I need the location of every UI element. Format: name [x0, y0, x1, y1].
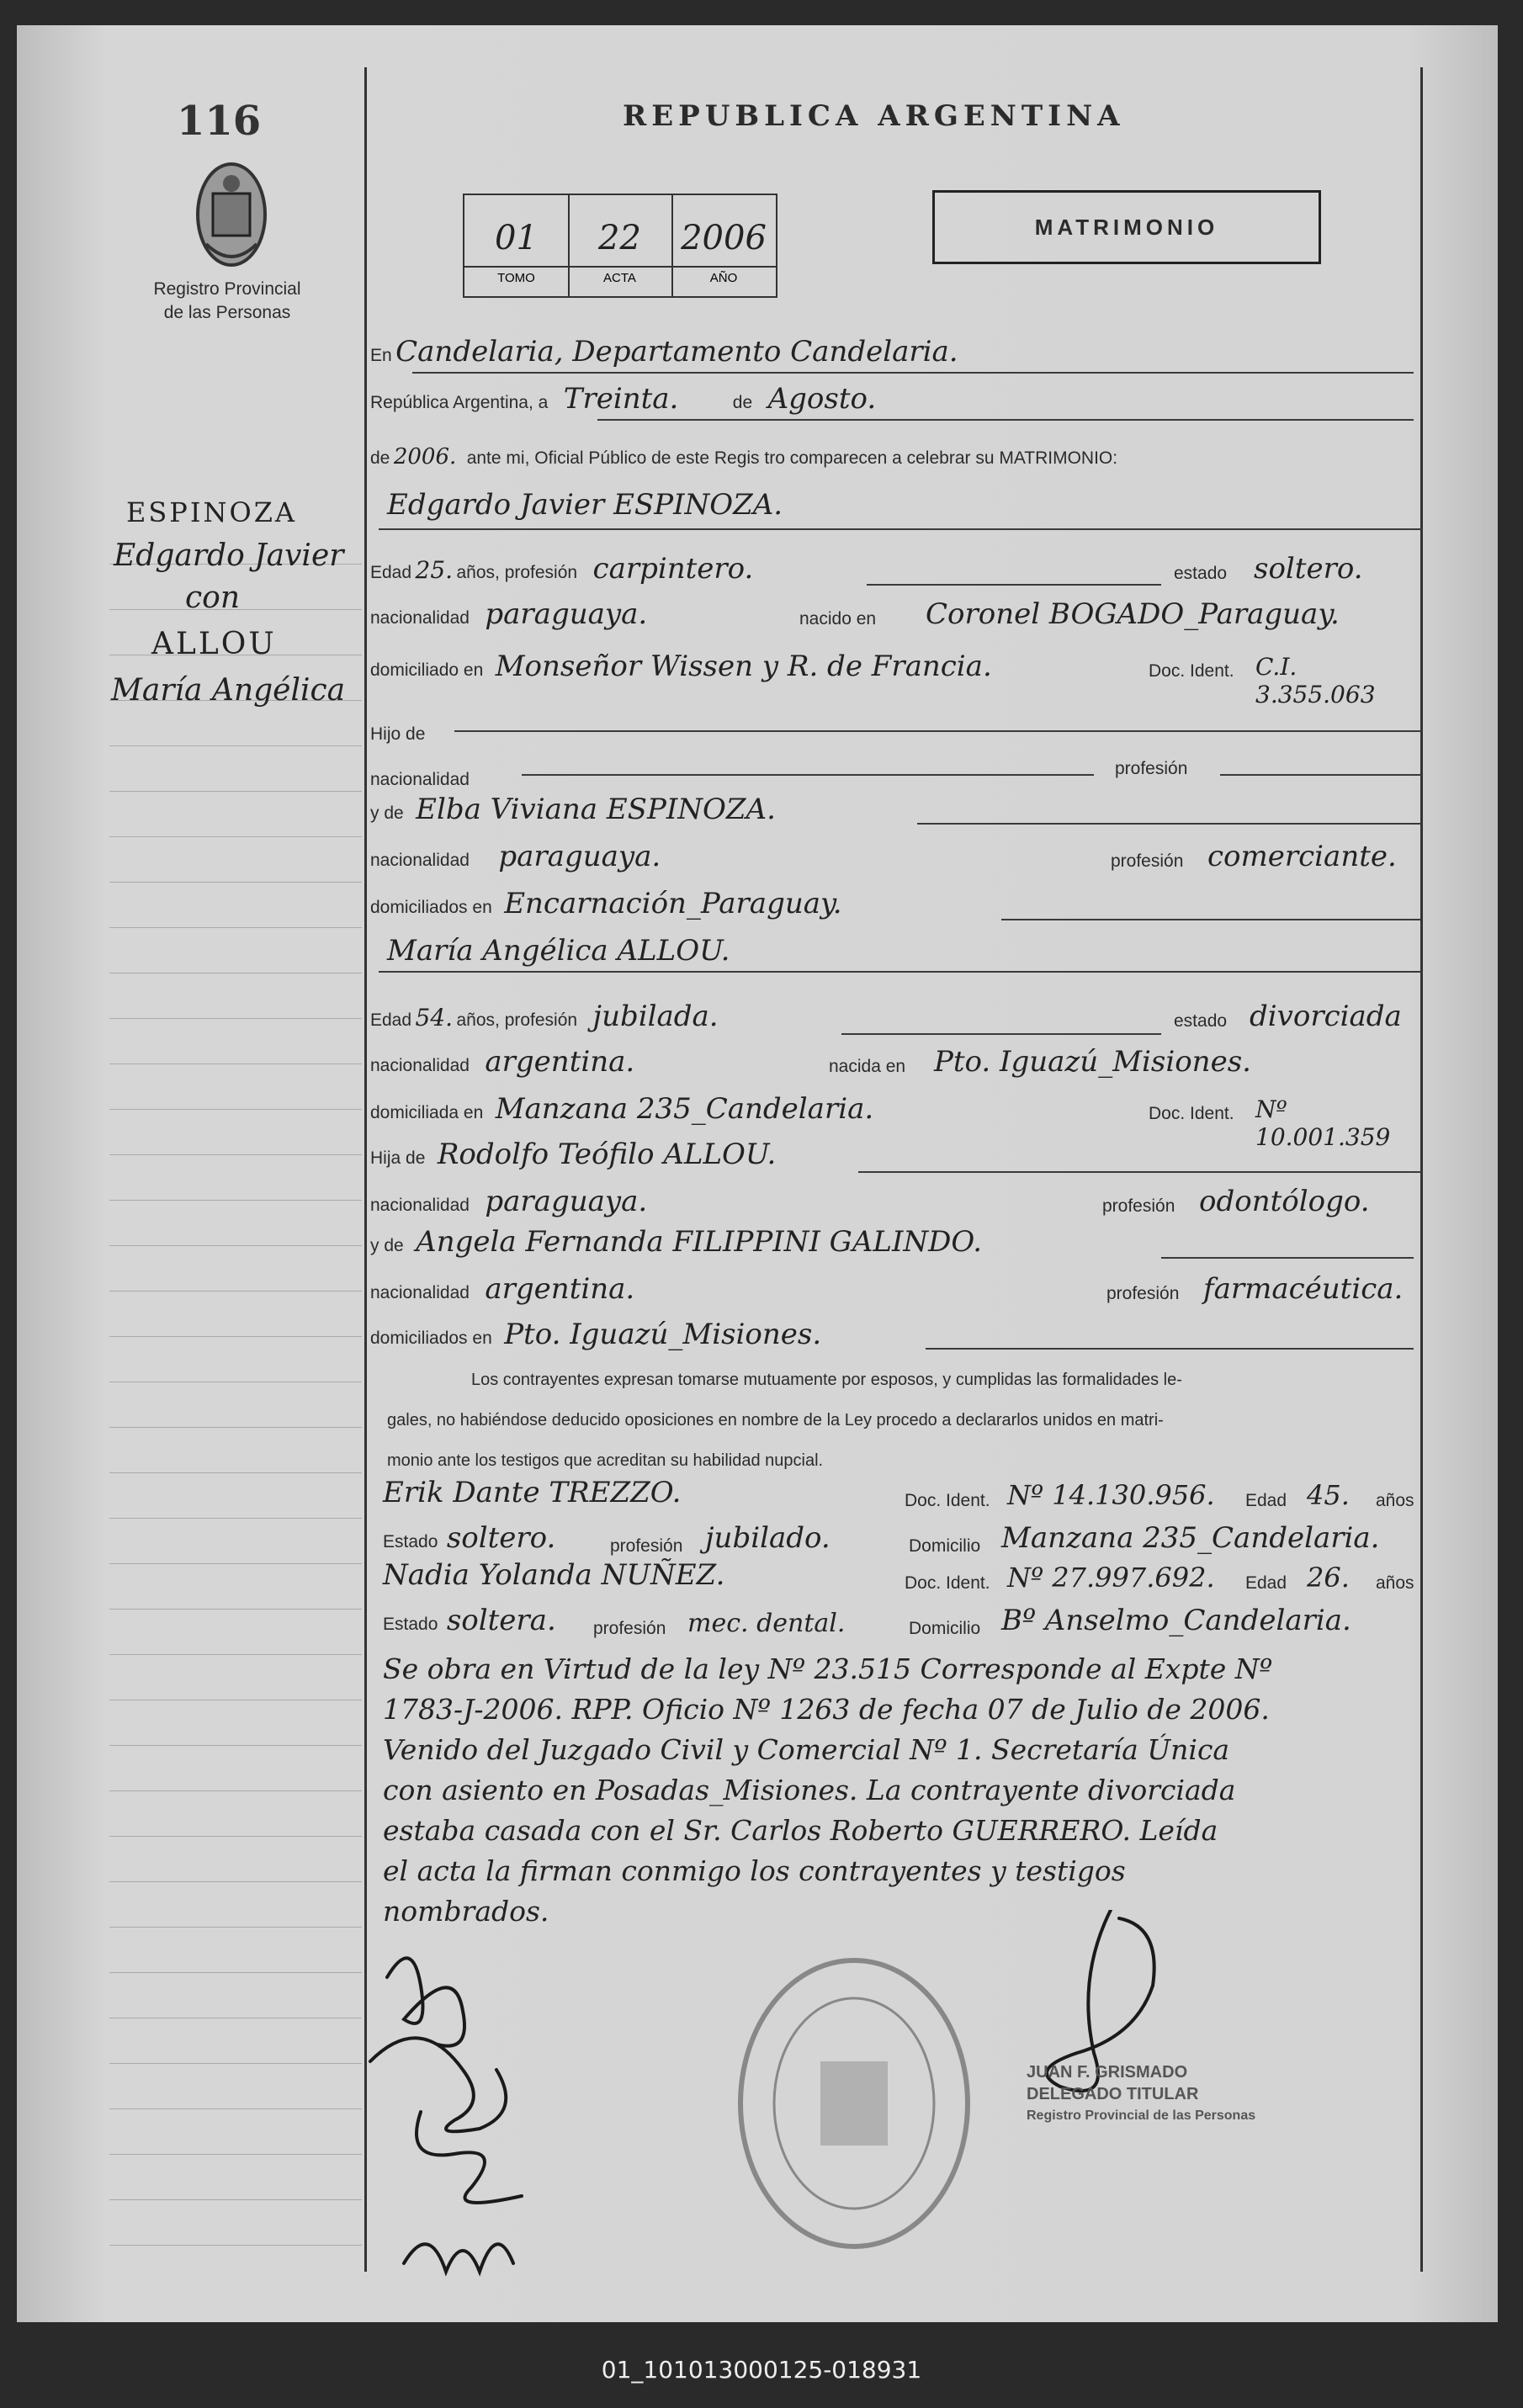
witness1-address: Manzana 235_Candelaria.: [1001, 1521, 1380, 1555]
groom-mother: Elba Viviana ESPINOZA.: [416, 793, 776, 826]
witness2-anios-label: años: [1376, 1573, 1414, 1593]
bride-mother-nac-label: nacionalidad: [370, 1283, 470, 1302]
groom-line-dom: [370, 650, 1422, 708]
witness1-doc-label: Doc. Ident.: [905, 1491, 990, 1510]
margin-ruled-line: [109, 1836, 362, 1837]
coat-of-arms-icon: [189, 151, 273, 278]
rule: [926, 1348, 1414, 1350]
witness2-status: soltera.: [446, 1604, 556, 1637]
margin-ruled-line: [109, 1154, 362, 1155]
margin-ruled-line: [109, 927, 362, 928]
margin-ruled-line: [109, 791, 362, 792]
margin-ruled-line: [109, 1336, 362, 1337]
groom-mother-nationality: paraguaya.: [498, 840, 661, 873]
declaration-text: ante mi, Oficial Público de este Regis tro comparecen a celebrar su MATRIMONIO:: [466, 448, 1118, 468]
bride-line-mother: [370, 1225, 982, 1259]
signature-bride: [370, 2038, 506, 2131]
witness2-profession: mec. dental.: [687, 1609, 846, 1638]
witness1-anios-label: años: [1376, 1491, 1414, 1510]
margin-ruled-line: [109, 1654, 362, 1655]
rule: [522, 774, 1094, 776]
bride-doc-label: Doc. Ident.: [1149, 1104, 1234, 1123]
bride-mother-nationality: argentina.: [485, 1272, 635, 1306]
witness1-status: soltero.: [446, 1521, 556, 1555]
intro-line-3: [370, 444, 1117, 469]
anio-cell: [671, 195, 776, 296]
margin-surname-groom: ESPINOZA: [126, 496, 298, 528]
witness1-profession: jubilado.: [705, 1521, 830, 1555]
groom-age: 25.: [415, 556, 454, 584]
groom-father-prof-label: profesión: [1115, 759, 1188, 778]
statement: [387, 1360, 1422, 1481]
official-office: Registro Provincial de las Personas: [1027, 2108, 1256, 2123]
witness1-edad-label: Edad: [1245, 1491, 1287, 1510]
witness1-prof-label: profesión: [610, 1536, 683, 1556]
rule: [379, 528, 1422, 530]
rule: [379, 971, 1422, 973]
en-label: En: [370, 346, 392, 365]
margin-con: con: [185, 581, 241, 615]
bride-father-nationality: paraguaya.: [485, 1185, 648, 1218]
bride-mother-prof-label: profesión: [1106, 1284, 1180, 1303]
groom-line-father-nat: [370, 759, 1422, 793]
groom-mother-nac-label: nacionalidad: [370, 851, 470, 870]
bride-yde-label: y de: [370, 1236, 404, 1255]
groom-dom-label: domiciliado en: [370, 660, 484, 680]
rule: [412, 372, 1414, 374]
bride-age: 54.: [415, 1004, 454, 1032]
de-label: de: [732, 393, 753, 412]
rule: [917, 823, 1422, 825]
bride-edad-label: Edad: [370, 1010, 412, 1030]
handwritten-notes: [383, 1649, 1426, 1932]
groom-line-age: [370, 552, 1422, 586]
note-line: estaba casada con el Sr. Carlos Roberto GUERRERO. Leída: [383, 1814, 1218, 1847]
intro-line-2: [370, 382, 876, 416]
groom-mother-prof-label: profesión: [1111, 851, 1184, 871]
bride-estado-label: estado: [1174, 1011, 1228, 1031]
margin-ruled-line: [109, 1472, 362, 1473]
groom-anios-prof-label: años, profesión: [456, 563, 578, 582]
groom-document: C.I. 3.355.063: [1255, 653, 1376, 708]
margin-ruled-line: [109, 1790, 362, 1791]
bride-nacida-label: nacida en: [829, 1057, 906, 1076]
margin-ruled-line: [109, 1563, 362, 1564]
bride-line-father: [370, 1138, 776, 1171]
margin-surname-bride: ALLOU: [151, 627, 277, 661]
rule: [454, 730, 1422, 732]
bride-dom-label: domiciliada en: [370, 1103, 484, 1122]
bride-father-profession: odontólogo.: [1199, 1185, 1370, 1218]
margin-ruled-line: [109, 2245, 362, 2246]
groom-nac-label: nacionalidad: [370, 608, 470, 628]
bride-line-mother-nat: [370, 1272, 1422, 1306]
margin-ruled-line: [109, 1291, 362, 1292]
tomo-cell: [464, 195, 570, 296]
rule: [1220, 774, 1422, 776]
witness1-line-1: [383, 1476, 1422, 1509]
registry-name: Registro Provincial de las Personas: [153, 279, 301, 322]
margin-name-bride: María Angélica: [111, 673, 346, 708]
bride-hija-label: Hija de: [370, 1148, 426, 1168]
acta-value: 22: [598, 219, 641, 257]
margin-ruled-line: [109, 1427, 362, 1428]
rule: [867, 584, 1161, 586]
groom-mother-profession: comerciante.: [1207, 840, 1397, 873]
margin-ruled-line: [109, 1109, 362, 1110]
bride-birthplace: Pto. Iguazú_Misiones.: [934, 1045, 1251, 1079]
witness2-doc-label: Doc. Ident.: [905, 1573, 990, 1593]
note-line: Venido del Juzgado Civil y Comercial Nº 1. Secretaría Única: [383, 1733, 1230, 1766]
margin-ruled-line: [109, 1518, 362, 1519]
statement-line: Los contrayentes expresan tomarse mutuamente por esposos, y cumplidas las formalidades le-: [471, 1371, 1182, 1389]
margin-ruled-line: [109, 2154, 362, 2155]
witness2-address: Bº Anselmo_Candelaria.: [1001, 1604, 1351, 1637]
bride-status: divorciada: [1250, 1000, 1402, 1033]
rule: [841, 1033, 1161, 1035]
bride-profession: jubilada.: [592, 1000, 719, 1033]
official-name: JUAN F. GRISMADO: [1027, 2063, 1188, 2082]
country-title: REPUBLICA ARGENTINA: [623, 99, 1125, 133]
bride-father-nac-label: nacionalidad: [370, 1196, 470, 1215]
groom-edad-label: Edad: [370, 563, 412, 582]
groom-nationality: paraguaya.: [485, 597, 648, 631]
note-line: Se obra en Virtud de la ley Nº 23.515 Corresponde al Expte Nº: [383, 1652, 1273, 1685]
official-seal-stamp: [732, 1952, 976, 2255]
note-line: con asiento en Posadas_Misiones. La contrayente divorciada: [383, 1774, 1236, 1806]
note-line: el acta la firman conmigo los contrayentes y testigos: [383, 1854, 1126, 1887]
acta-cell: [568, 195, 673, 296]
rule: [1161, 1257, 1414, 1259]
bride-parents-address: Pto. Iguazú_Misiones.: [504, 1318, 822, 1351]
statement-line: monio ante los testigos que acreditan su habilidad nupcial.: [387, 1451, 824, 1470]
witness2-age: 26.: [1307, 1562, 1350, 1594]
groom-estado-label: estado: [1174, 564, 1228, 583]
margin-ruled-line: [109, 2108, 362, 2109]
groom-name: Edgardo Javier ESPINOZA.: [387, 488, 783, 522]
witness1-line-2: [383, 1521, 1422, 1555]
witness1-estado-label: Estado: [383, 1532, 438, 1551]
groom-line-father: [370, 713, 425, 747]
bride-nac-label: nacionalidad: [370, 1056, 470, 1075]
tomo-value: 01: [495, 219, 538, 257]
register-page: [17, 25, 1498, 2322]
margin-ruled-line: [109, 1745, 362, 1746]
groom-parents-address: Encarnación_Paraguay.: [504, 887, 842, 920]
bride-line-dom: [370, 1092, 1422, 1151]
groom-father-nac-label: nacionalidad: [370, 770, 470, 789]
intro-line-1: [370, 335, 958, 369]
bride-name: María Angélica ALLOU.: [387, 934, 730, 968]
margin-name-groom: Edgardo Javier: [114, 538, 344, 573]
tomo-caption: TOMO: [464, 266, 568, 285]
year-value: 2006.: [393, 444, 457, 469]
witness1-age: 45.: [1307, 1479, 1350, 1511]
margin-ruled-line: [109, 1200, 362, 1201]
margin-ruled-line: [109, 1063, 362, 1064]
signature-groom: [387, 1958, 464, 2045]
place-value: Candelaria, Departamento Candelaria.: [395, 335, 958, 369]
witness2-name: Nadia Yolanda NUÑEZ.: [383, 1558, 725, 1592]
margin-ruled-line: [109, 1972, 362, 1973]
margin-ruled-line: [109, 1245, 362, 1246]
record-number-box: [463, 194, 777, 298]
rule: [858, 1171, 1422, 1173]
bride-nationality: argentina.: [485, 1045, 635, 1079]
book-number: 116: [177, 98, 262, 145]
groom-nacido-label: nacido en: [799, 609, 877, 629]
month-value: Agosto.: [767, 382, 877, 416]
margin-ruled-line: [109, 1881, 362, 1882]
groom-line-parents-dom: [370, 887, 842, 920]
witness2-document: Nº 27.997.692.: [1007, 1562, 1215, 1594]
witness2-line-2: [383, 1604, 1422, 1637]
margin-ruled-line: [109, 1927, 362, 1928]
signature-witness2: [404, 2244, 513, 2272]
groom-doc-label: Doc. Ident.: [1149, 661, 1234, 681]
bride-line-nat: [370, 1045, 1422, 1079]
bride-father: Rodolfo Teófilo ALLOU.: [437, 1138, 777, 1171]
witness1-name: Erik Dante TREZZO.: [383, 1476, 682, 1509]
groom-line-mother-nat: [370, 840, 1422, 873]
acta-caption: ACTA: [568, 266, 671, 285]
bride-anios-prof-label: años, profesión: [456, 1010, 578, 1030]
groom-profession: carpintero.: [592, 552, 754, 586]
witness1-document: Nº 14.130.956.: [1007, 1479, 1215, 1511]
margin-ruled-line: [109, 882, 362, 883]
witness2-line-1: [383, 1558, 1422, 1592]
rule: [597, 419, 1414, 421]
bride-document: Nº 10.001.359: [1255, 1095, 1391, 1151]
note-line: 1783-J-2006. RPP. Oficio Nº 1263 de fecha 07 de Julio de 2006.: [383, 1693, 1270, 1726]
margin-ruled-line: [109, 836, 362, 837]
witness2-prof-label: profesión: [593, 1619, 666, 1638]
signature-witness1: [417, 2112, 522, 2203]
groom-address: Monseñor Wissen y R. de Francia.: [495, 650, 992, 683]
groom-parents-dom-label: domiciliados en: [370, 898, 492, 917]
bride-address: Manzana 235_Candelaria.: [495, 1092, 874, 1126]
groom-hijo-label: Hijo de: [370, 724, 426, 744]
groom-status: soltero.: [1254, 552, 1363, 586]
note-line: nombrados.: [383, 1895, 549, 1928]
witness2-estado-label: Estado: [383, 1615, 438, 1634]
anio-caption: AÑO: [671, 266, 776, 285]
bride-line-age: [370, 1000, 1422, 1033]
witness2-edad-label: Edad: [1245, 1573, 1287, 1593]
margin-ruled-line: [109, 1018, 362, 1019]
anio-value: 2006: [681, 219, 767, 257]
margin-ruled-line: [109, 745, 362, 746]
margin-ruled-line: [109, 2063, 362, 2064]
bride-mother-profession: farmacéutica.: [1203, 1272, 1404, 1306]
republic-label: República Argentina, a: [370, 393, 549, 412]
groom-yde-label: y de: [370, 804, 404, 823]
margin-ruled-line: [109, 2199, 362, 2200]
witness2-dom-label: Domicilio: [909, 1619, 981, 1638]
groom-line-nat: [370, 597, 1422, 631]
official-title: DELEGADO TITULAR: [1027, 2085, 1199, 2103]
image-id-footer: 01_101013000125-018931: [601, 2356, 922, 2384]
bride-father-prof-label: profesión: [1102, 1196, 1175, 1216]
groom-line-mother: [370, 793, 776, 826]
witness1-dom-label: Domicilio: [909, 1536, 981, 1556]
day-value: Treinta.: [563, 382, 679, 416]
official-stamp-text: [1027, 2061, 1255, 2127]
record-type-box: MATRIMONIO: [932, 190, 1321, 264]
rule: [1001, 919, 1422, 920]
bride-line-parents-dom: [370, 1318, 821, 1351]
margin-ruled-line: [109, 1609, 362, 1610]
bride-parents-dom-label: domiciliados en: [370, 1329, 492, 1348]
bride-line-father-nat: [370, 1185, 1422, 1218]
bride-mother: Angela Fernanda FILIPPINI GALINDO.: [416, 1225, 983, 1259]
groom-birthplace: Coronel BOGADO_Paraguay.: [926, 597, 1340, 631]
de2-label: de: [370, 448, 390, 468]
statement-line: gales, no habiéndose deducido oposiciones en nombre de la Ley procedo a declararlos unidos en matri-: [387, 1411, 1164, 1429]
